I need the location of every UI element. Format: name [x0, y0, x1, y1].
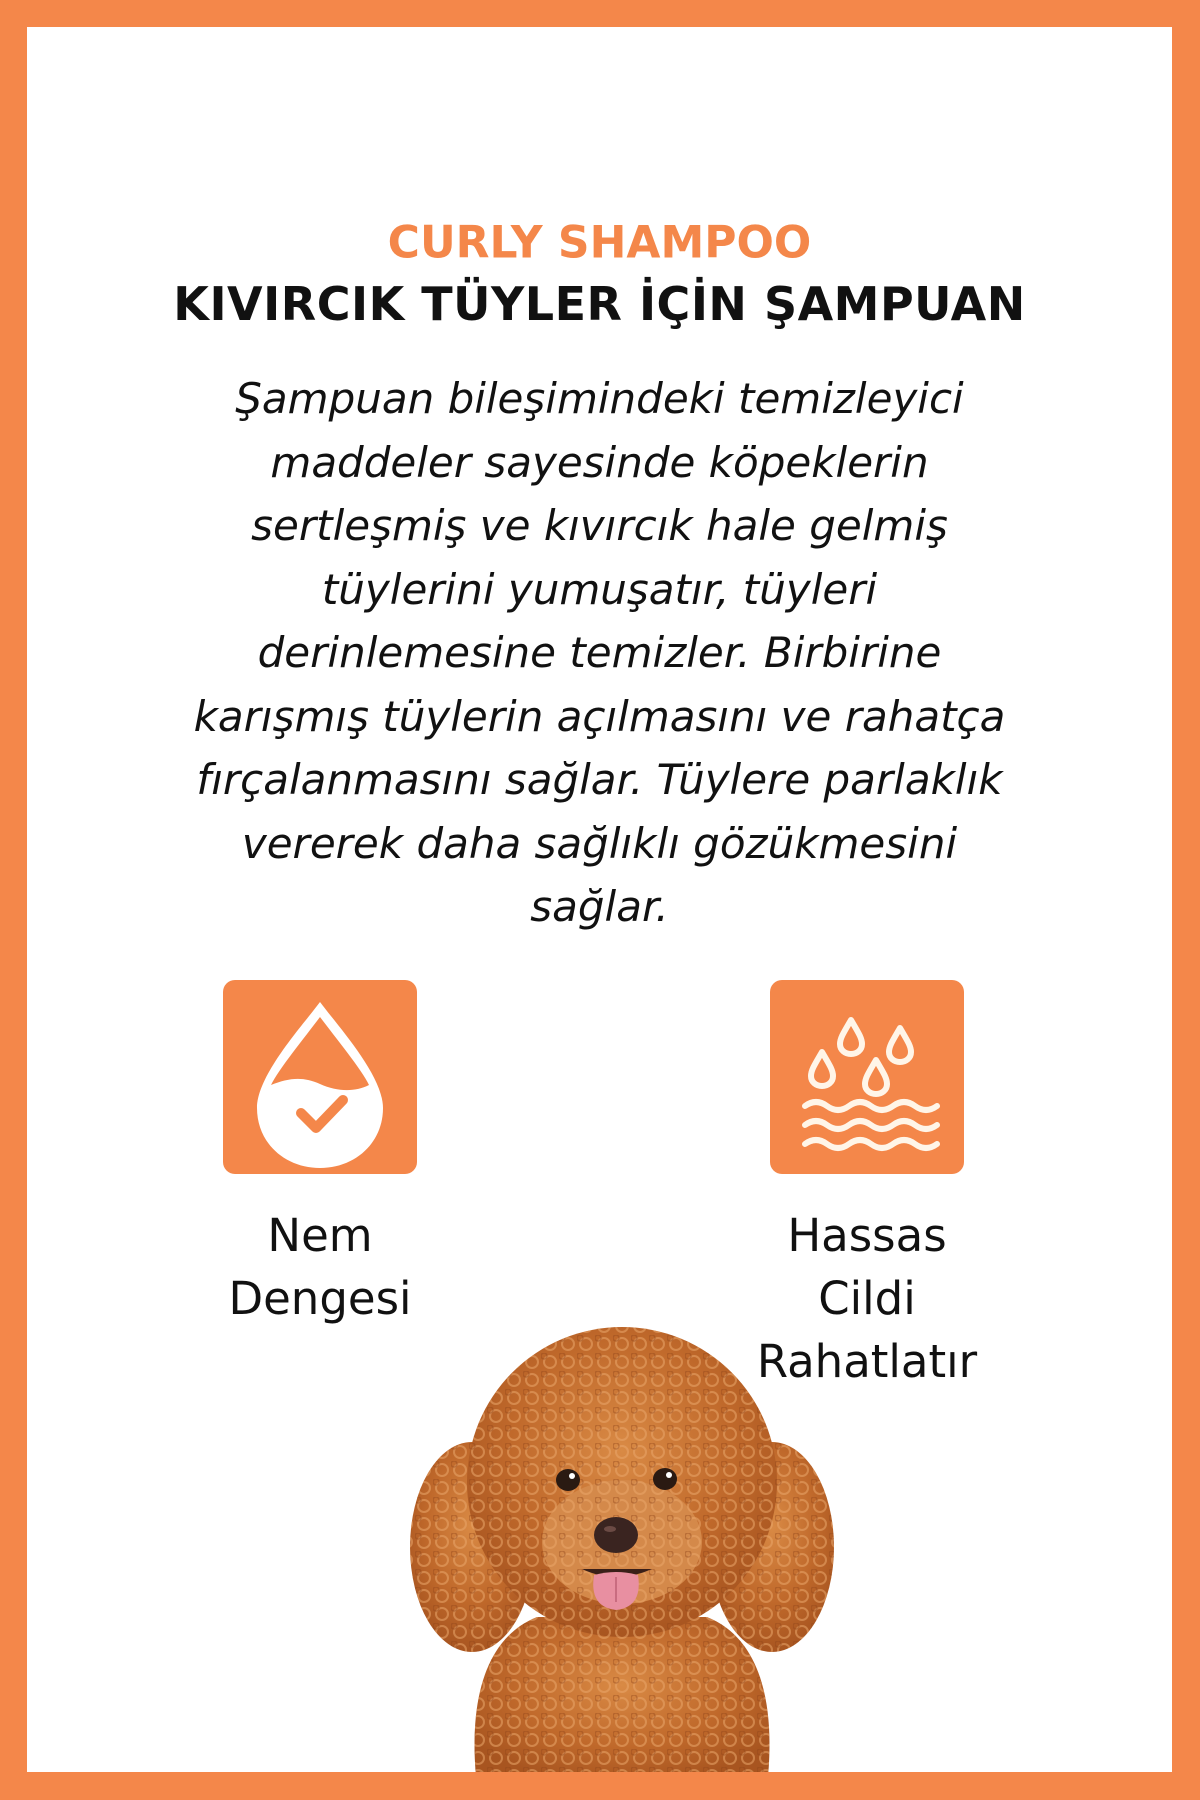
poodle-dog-image: [397, 1317, 847, 1772]
description-line: vererek daha sağlıklı gözükmesini: [241, 818, 958, 868]
feature-icon-box: [770, 980, 964, 1174]
description-line: sağlar.: [530, 882, 669, 931]
product-title: CURLY SHAMPOO: [387, 216, 812, 269]
product-description: [87, 367, 1112, 939]
feature-moisture-balance: [170, 980, 470, 1330]
product-card: [27, 27, 1172, 1772]
feature-label-line: Dengesi: [228, 1272, 412, 1325]
water-drops-waves-icon: [770, 980, 964, 1174]
water-drop-check-icon: [223, 980, 417, 1174]
feature-icon-box: [223, 980, 417, 1174]
feature-label-line: Hassas: [787, 1209, 947, 1262]
description-line: fırçalanmasını sağlar. Tüylere parlaklık: [196, 755, 1003, 804]
product-subtitle: KIVIRCIK TÜYLER İÇİN ŞAMPUAN: [173, 277, 1026, 331]
description-line: maddeler sayesinde köpeklerin: [270, 437, 929, 487]
description-line: Şampuan bileşimindeki temizleyici: [235, 374, 964, 423]
description-line: sertleşmiş ve kıvırcık hale gelmiş: [251, 501, 948, 550]
feature-label-line: Rahatlatır: [756, 1335, 978, 1388]
feature-label-line: Cildi: [818, 1272, 916, 1325]
feature-label: [170, 1204, 470, 1330]
description-line: tüylerini yumuşatır, tüyleri: [321, 564, 878, 614]
feature-label-line: Nem: [267, 1209, 373, 1262]
description-line: derinlemesine temizler. Birbirine: [257, 628, 942, 677]
description-line: karışmış tüylerin açılmasını ve rahatça: [193, 691, 1006, 741]
